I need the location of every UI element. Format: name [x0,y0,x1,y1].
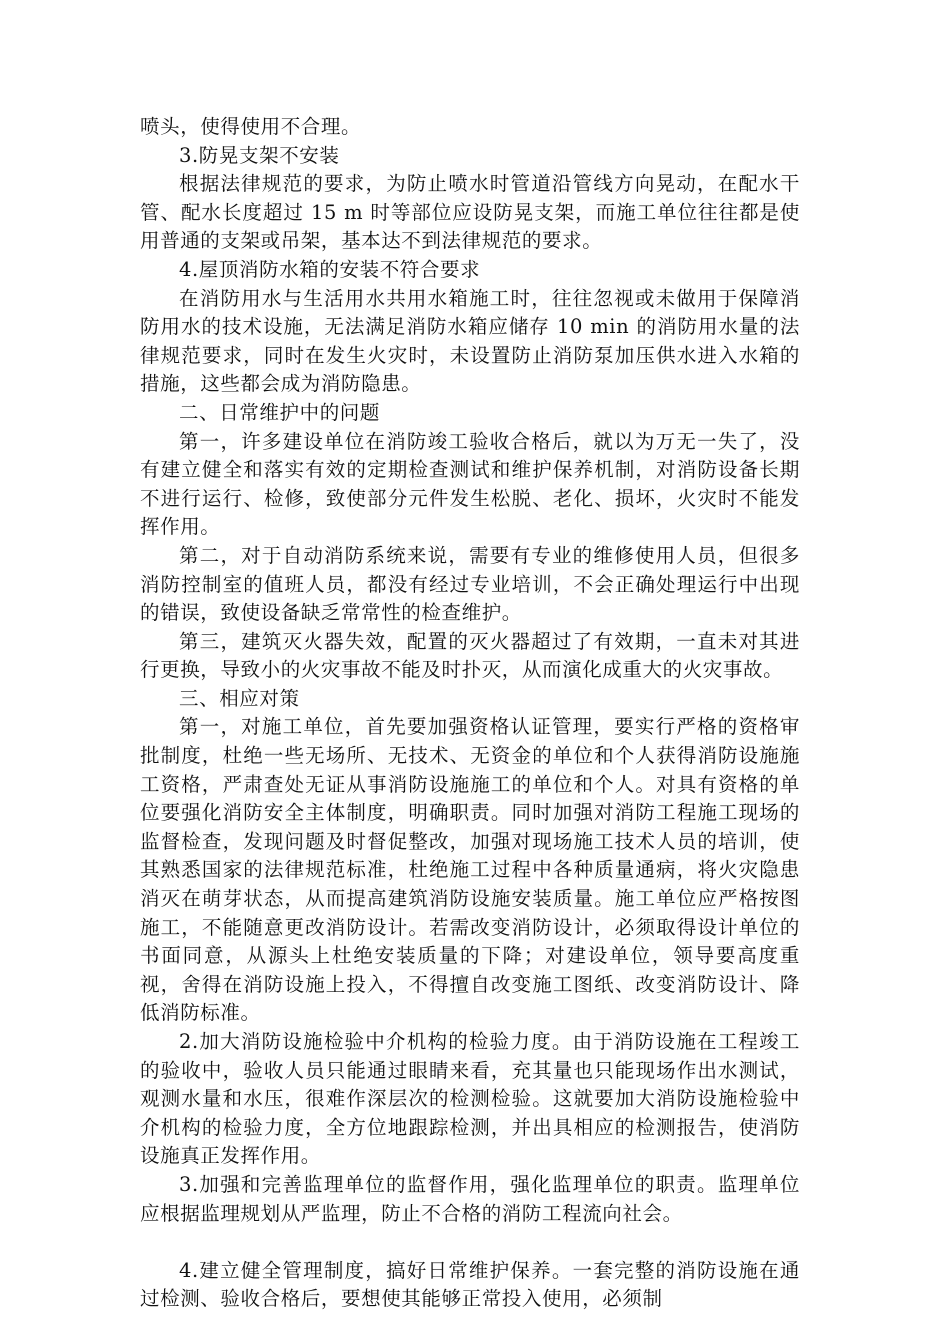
document-page [140,113,800,1314]
paragraph-maintenance-first: 第一，许多建设单位在消防竣工验收合格后，就以为万无一失了，没有建立健全和落实有效的定期检查测试和维护保养机制，对消防设备长期不进行运行、检修，致使部分元件发生松脱、老化、损坏，火灾时不能发挥作用。 [140,429,800,539]
heading-roof-water-tank: 4.屋顶消防水箱的安装不符合要求 [179,257,481,281]
paragraph-anti-sway-bracket: 根据法律规范的要求，为防止喷水时管道沿管线方向晃动，在配水干管、配水长度超过 15 m 时等部位应设防晃支架，而施工单位往往都是使用普通的支架或吊架，基本达不到法律规范的要求。 [140,172,800,253]
paragraph-countermeasure-management: 4.建立健全管理制度，搞好日常维护保养。一套完整的消防设施在通过检测、验收合格后，要想使其能够正常投入使用，必须制 [140,1258,800,1311]
paragraph-countermeasure-supervision: 3.加强和完善监理单位的监督作用，强化监理单位的职责。监理单位应根据监理规划从严监理，防止不合格的消防工程流向社会。 [140,1172,800,1225]
heading-countermeasures: 三、相应对策 [179,686,300,710]
paragraph-maintenance-third: 第三，建筑灭火器失效，配置的灭火器超过了有效期，一直未对其进行更换，导致小的火灾事故不能及时扑灭，从而演化成重大的火灾事故。 [140,629,800,682]
paragraph-countermeasure-inspection: 2.加大消防设施检验中介机构的检验力度。由于消防设施在工程竣工的验收中，验收人员只能通过眼睛来看，充其量也只能现场作出水测试，观测水量和水压，很难作深层次的检测检验。这就要加大消防设施检验中介机构的检验力度，全方位地跟踪检测，并出具相应的检测报告，使消防设施真正发挥作用。 [140,1030,800,1168]
paragraph-maintenance-second: 第二，对于自动消防系统来说，需要有专业的维修使用人员，但很多消防控制室的值班人员，都没有经过专业培训，不会正确处理运行中出现的错误，致使设备缺乏常常性的检查维护。 [140,543,800,625]
heading-anti-sway-bracket: 3.防晃支架不安装 [179,143,340,167]
paragraph-continuation: 喷头，使得使用不合理。 [140,115,362,138]
paragraph-roof-water-tank: 在消防用水与生活用水共用水箱施工时，往往忽视或未做用于保障消防用水的技术设施，无法满足消防水箱应储存 10 min 的消防用水量的法律规范要求，同时在发生火灾时，未设置防止消防泵加压供水进入水箱的措施，这些都会成为消防隐患。 [140,286,800,396]
heading-daily-maintenance: 二、日常维护中的问题 [179,400,381,424]
paragraph-countermeasure-first: 第一，对施工单位，首先要加强资格认证管理，要实行严格的资格审批制度，杜绝一些无场所、无技术、无资金的单位和个人获得消防设施施工资格，严肃查处无证从事消防设施施工的单位和个人。对具有资格的单位要强化消防安全主体制度，明确职责。同时加强对消防工程施工现场的监督检查，发现问题及时督促整改，加强对现场施工技术人员的培训，使其熟悉国家的法律规范标准，杜绝施工过程中各种质量通病，将火灾隐患消灭在萌芽状态，从而提高建筑消防设施安装质量。施工单位应严格按图施工，不能随意更改消防设计。若需改变消防设计，必须取得设计单位的书面同意，从源头上杜绝安装质量的下降；对建设单位，领导要高度重视，舍得在消防设施上投入，不得擅自改变施工图纸、改变消防设计、降低消防标准。 [140,715,800,1025]
